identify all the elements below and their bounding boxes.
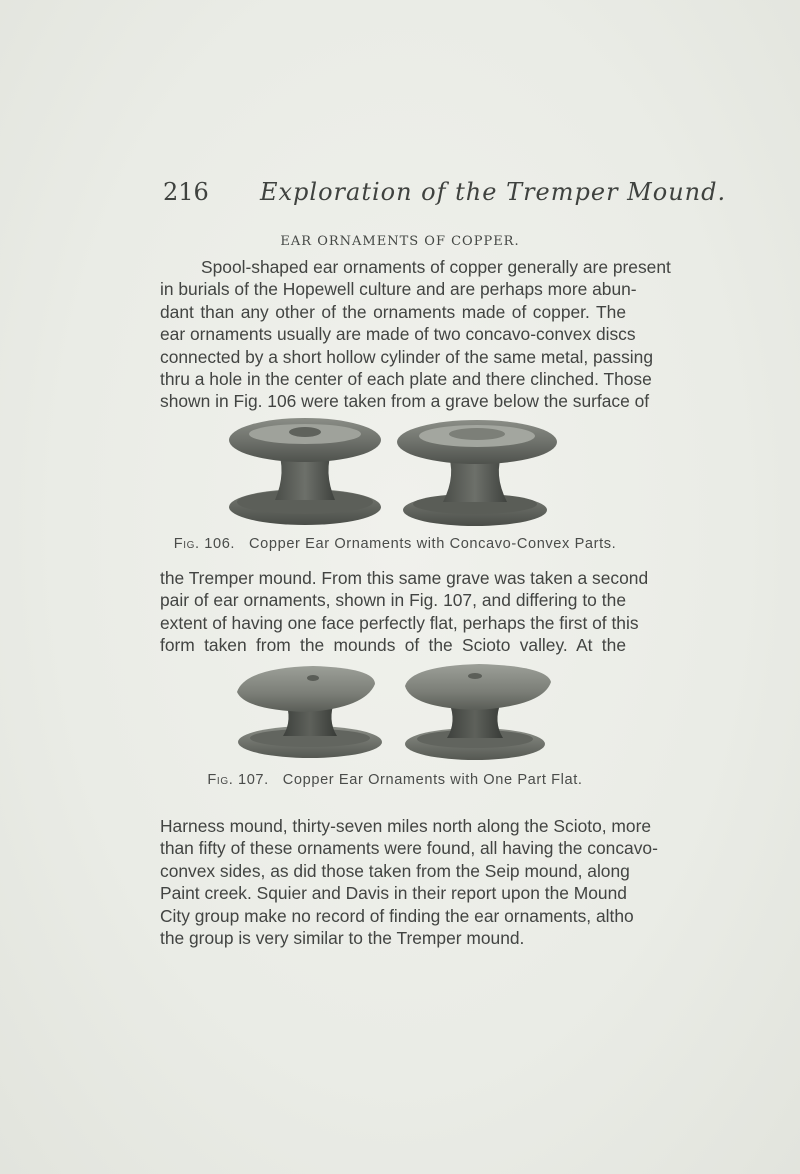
paragraph-line: City group make no record of finding the ear ornaments, altho (160, 905, 634, 926)
paragraph-line: convex sides, as did those taken from the Seip mound, along (160, 860, 630, 881)
paragraph-line: extent of having one face perfectly flat, perhaps the first of this (160, 612, 639, 633)
section-heading: EAR ORNAMENTS OF COPPER. (280, 234, 520, 249)
figure-caption-text: Copper Ear Ornaments with Concavo-Convex Parts. (249, 536, 617, 552)
paragraph-3 (160, 815, 658, 949)
paragraph-line: in burials of the Hopewell culture and are perhaps more abun- (160, 279, 637, 300)
ear-ornament-right (397, 420, 557, 526)
paragraph-line: dant than any other of the ornaments made of copper. The (160, 301, 626, 322)
paragraph-line: the Tremper mound. From this same grave was taken a second (160, 568, 649, 588)
figure-106-caption (0, 536, 790, 552)
paragraph-line: form taken from the mounds of the Scioto valley. At the (160, 635, 626, 656)
figure-caption-text: Copper Ear Ornaments with One Part Flat. (282, 772, 583, 788)
paragraph-line: the group is very similar to the Tremper mound. (160, 928, 525, 949)
figure-106-photo (225, 412, 565, 530)
ear-ornament-left (229, 418, 381, 525)
paragraph-1 (160, 256, 671, 413)
figure-107-caption (0, 772, 790, 788)
figure-label: Fig. 107. (207, 772, 269, 788)
ear-ornament-left (237, 666, 382, 758)
paragraph-line: Spool-shaped ear ornaments of copper generally are present (201, 257, 671, 277)
paragraph-line: thru a hole in the center of each plate and there clinched. Those (160, 369, 652, 390)
paragraph-line: ear ornaments usually are made of two concavo-convex discs (160, 324, 636, 345)
ear-ornament-right (405, 664, 551, 760)
running-title: Exploration of the Tremper Mound. (260, 178, 727, 206)
paragraph-line: than fifty of these ornaments were found, all having the concavo- (160, 838, 658, 859)
figure-label: Fig. 106. (173, 536, 236, 552)
paragraph-line: connected by a short hollow cylinder of the same metal, passing (160, 346, 654, 367)
paragraph-line: shown in Fig. 106 were taken from a grave below the surface of (160, 391, 650, 412)
paragraph-line: pair of ear ornaments, shown in Fig. 107, and differing to the (160, 590, 626, 611)
figure-107-photo (225, 662, 565, 764)
page-header (163, 178, 727, 208)
paragraph-line: Harness mound, thirty-seven miles north along the Scioto, more (160, 816, 652, 836)
paragraph-2 (160, 567, 649, 657)
paragraph-line: Paint creek. Squier and Davis in their report upon the Mound (160, 883, 627, 904)
page-number: 216 (163, 178, 209, 206)
